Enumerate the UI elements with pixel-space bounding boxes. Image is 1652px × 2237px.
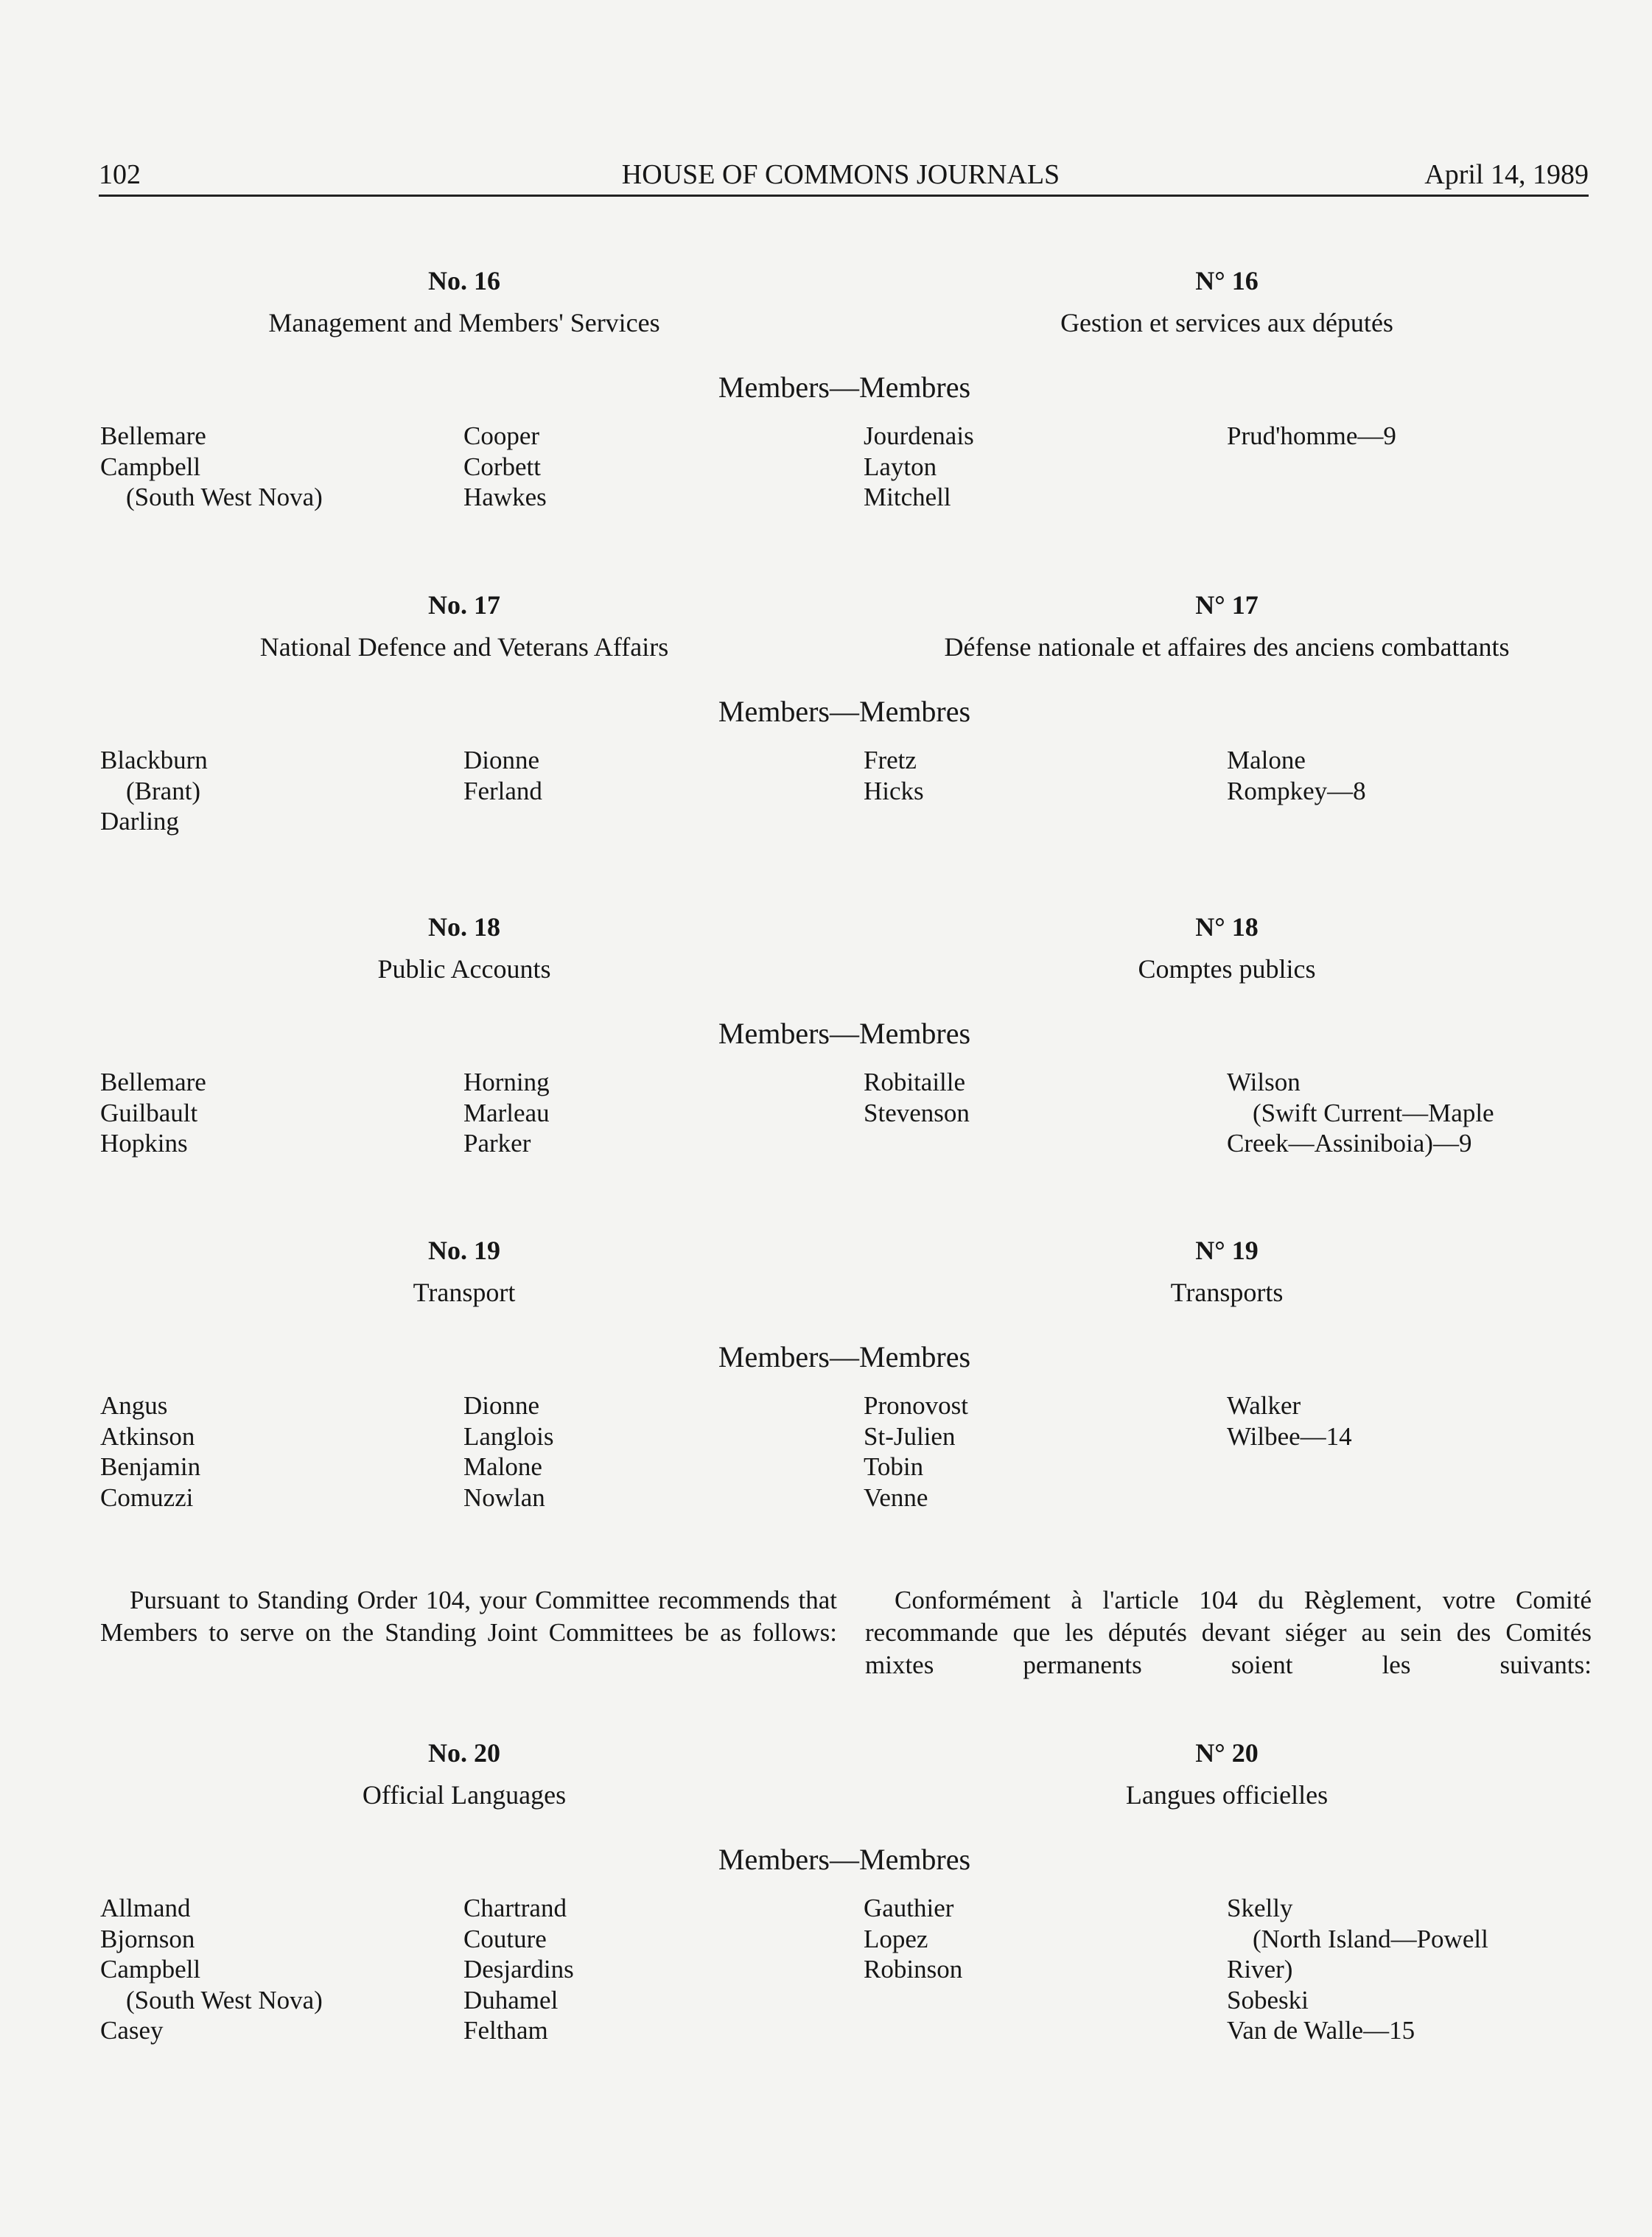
member-name: Corbett [463, 452, 541, 481]
committee-title-en: Management and Members' Services [268, 308, 660, 337]
member-name: Blackburn [100, 746, 208, 774]
member-name: Rompkey—8 [1227, 776, 1366, 805]
member-name: Venne [864, 1482, 928, 1512]
committee-title-en: National Defence and Veterans Affairs [259, 632, 669, 662]
committee-title-en: Transport [413, 1278, 516, 1307]
member-column [864, 1390, 968, 1513]
member-name: Lopez [864, 1924, 928, 1953]
member-name: St-Julien [864, 1421, 956, 1451]
member-column [463, 1067, 550, 1159]
member-column [100, 1067, 206, 1159]
member-name: Chartrand [463, 1894, 567, 1922]
member-name: Wilbee—14 [1227, 1421, 1352, 1451]
committee-number-en: No. 19 [428, 1236, 500, 1265]
paragraph-fr: Conformément à l'article 104 du Règlement, votre Comité recommande que les députés devant siéger au sein des Comités mixtes permanents soient les suivants: [865, 1586, 1592, 1679]
member-name: (South West Nova) [100, 483, 323, 511]
page-number: 102 [99, 159, 141, 190]
member-name: Feltham [463, 2016, 548, 2045]
header-rule [99, 195, 1589, 197]
member-name: Jourdenais [864, 421, 974, 450]
member-name: Gauthier [864, 1894, 954, 1922]
member-name: Nowlan [463, 1482, 545, 1512]
paragraph-en: Pursuant to Standing Order 104, your Committee recommends that Members to serve on the Standing Joint Committees be as follows: [100, 1586, 837, 1647]
member-name: Van de Walle—15 [1227, 2016, 1415, 2045]
member-name: Benjamin [100, 1452, 201, 1481]
member-name: (Brant) [100, 776, 201, 805]
member-name: Stevenson [864, 1098, 970, 1127]
member-name: Atkinson [100, 1421, 195, 1451]
committee-title-fr: Langues officielles [1125, 1780, 1329, 1810]
committee-number-fr: N° 17 [1195, 590, 1259, 620]
member-column [463, 421, 547, 513]
member-name: Sobeski [1227, 1985, 1309, 2014]
member-column [864, 421, 974, 513]
committee-title-fr: Gestion et services aux députés [1060, 308, 1393, 337]
member-column [864, 1893, 962, 1985]
member-name: Couture [463, 1924, 547, 1953]
member-column [864, 1067, 970, 1128]
member-name: Wilson [1227, 1068, 1301, 1096]
member-name: Duhamel [463, 1985, 559, 2014]
member-column [100, 421, 323, 513]
member-name: Cooper [463, 421, 540, 450]
member-name: Marleau [463, 1098, 550, 1127]
members-label: Members—Membres [718, 1017, 971, 1050]
member-name: Robinson [864, 1955, 963, 1984]
member-column [1227, 421, 1396, 452]
member-column [463, 1390, 553, 1513]
member-name: Mitchell [864, 483, 951, 511]
member-name: Ferland [463, 776, 542, 805]
member-name: Horning [463, 1068, 550, 1096]
member-name: Campbell [100, 452, 201, 481]
member-name: Dionne [463, 1391, 540, 1420]
member-name: (South West Nova) [100, 1985, 323, 2014]
committee-number-fr: N° 16 [1195, 266, 1259, 295]
member-name: Hicks [864, 776, 924, 805]
committee-title-fr: Défense nationale et affaires des anciens combattants [944, 632, 1510, 662]
committee-number-en: No. 16 [428, 266, 500, 295]
member-name: Robitaille [864, 1068, 966, 1096]
member-name: River) [1227, 1955, 1293, 1984]
member-name: Desjardins [463, 1955, 574, 1984]
committee-title-en: Official Languages [362, 1780, 567, 1810]
committee-number-en: No. 18 [428, 912, 500, 942]
member-name: Casey [100, 2016, 164, 2045]
members-label: Members—Membres [718, 695, 971, 728]
member-name: Campbell [100, 1955, 201, 1984]
member-name: Darling [100, 807, 179, 836]
member-name: Malone [1227, 746, 1306, 774]
committee-title-fr: Transports [1170, 1278, 1284, 1307]
committee-number-en: No. 20 [428, 1738, 500, 1768]
member-column [100, 745, 208, 837]
committee-number-fr: N° 18 [1195, 912, 1259, 942]
member-name: Creek—Assiniboia)—9 [1227, 1129, 1472, 1158]
committee-number-fr: N° 19 [1195, 1236, 1259, 1265]
member-name: Dionne [463, 746, 540, 774]
committee-number-fr: N° 20 [1195, 1738, 1259, 1768]
member-name: (North Island—Powell [1227, 1924, 1488, 1953]
journal-title: HOUSE OF COMMONS JOURNALS [621, 159, 1060, 190]
member-name: Hawkes [463, 483, 547, 511]
member-column [463, 1893, 574, 2046]
committee-title-en: Public Accounts [377, 954, 551, 984]
page-date: April 14, 1989 [1424, 159, 1589, 190]
member-name: Skelly [1227, 1894, 1293, 1922]
member-column [463, 745, 542, 806]
member-column [1227, 1893, 1488, 2046]
member-name: Allmand [100, 1894, 191, 1922]
member-name: Guilbault [100, 1098, 198, 1127]
member-name: Bellemare [100, 1068, 206, 1096]
member-column [1227, 745, 1366, 806]
member-name: Prud'homme—9 [1227, 421, 1396, 450]
members-label: Members—Membres [718, 1843, 971, 1876]
members-label: Members—Membres [718, 371, 971, 404]
member-name: Langlois [463, 1421, 554, 1451]
members-label: Members—Membres [718, 1340, 971, 1373]
member-name: Parker [463, 1129, 531, 1158]
member-column [864, 745, 924, 806]
member-name: Fretz [864, 746, 917, 774]
member-name: Malone [463, 1452, 542, 1481]
member-name: Angus [100, 1391, 168, 1420]
member-name: Tobin [864, 1452, 924, 1481]
committee-number-en: No. 17 [428, 590, 500, 620]
member-name: Hopkins [100, 1129, 188, 1158]
member-name: Layton [864, 452, 937, 481]
member-name: Pronovost [864, 1391, 968, 1420]
member-column [1227, 1390, 1352, 1452]
member-name: Walker [1227, 1391, 1301, 1420]
member-name: Bjornson [100, 1924, 195, 1953]
committee-title-fr: Comptes publics [1138, 954, 1316, 984]
member-column [100, 1390, 200, 1513]
member-column [1227, 1067, 1494, 1159]
member-name: Comuzzi [100, 1482, 194, 1512]
member-column [100, 1893, 323, 2046]
member-name: (Swift Current—Maple [1227, 1098, 1494, 1127]
member-name: Bellemare [100, 421, 206, 450]
